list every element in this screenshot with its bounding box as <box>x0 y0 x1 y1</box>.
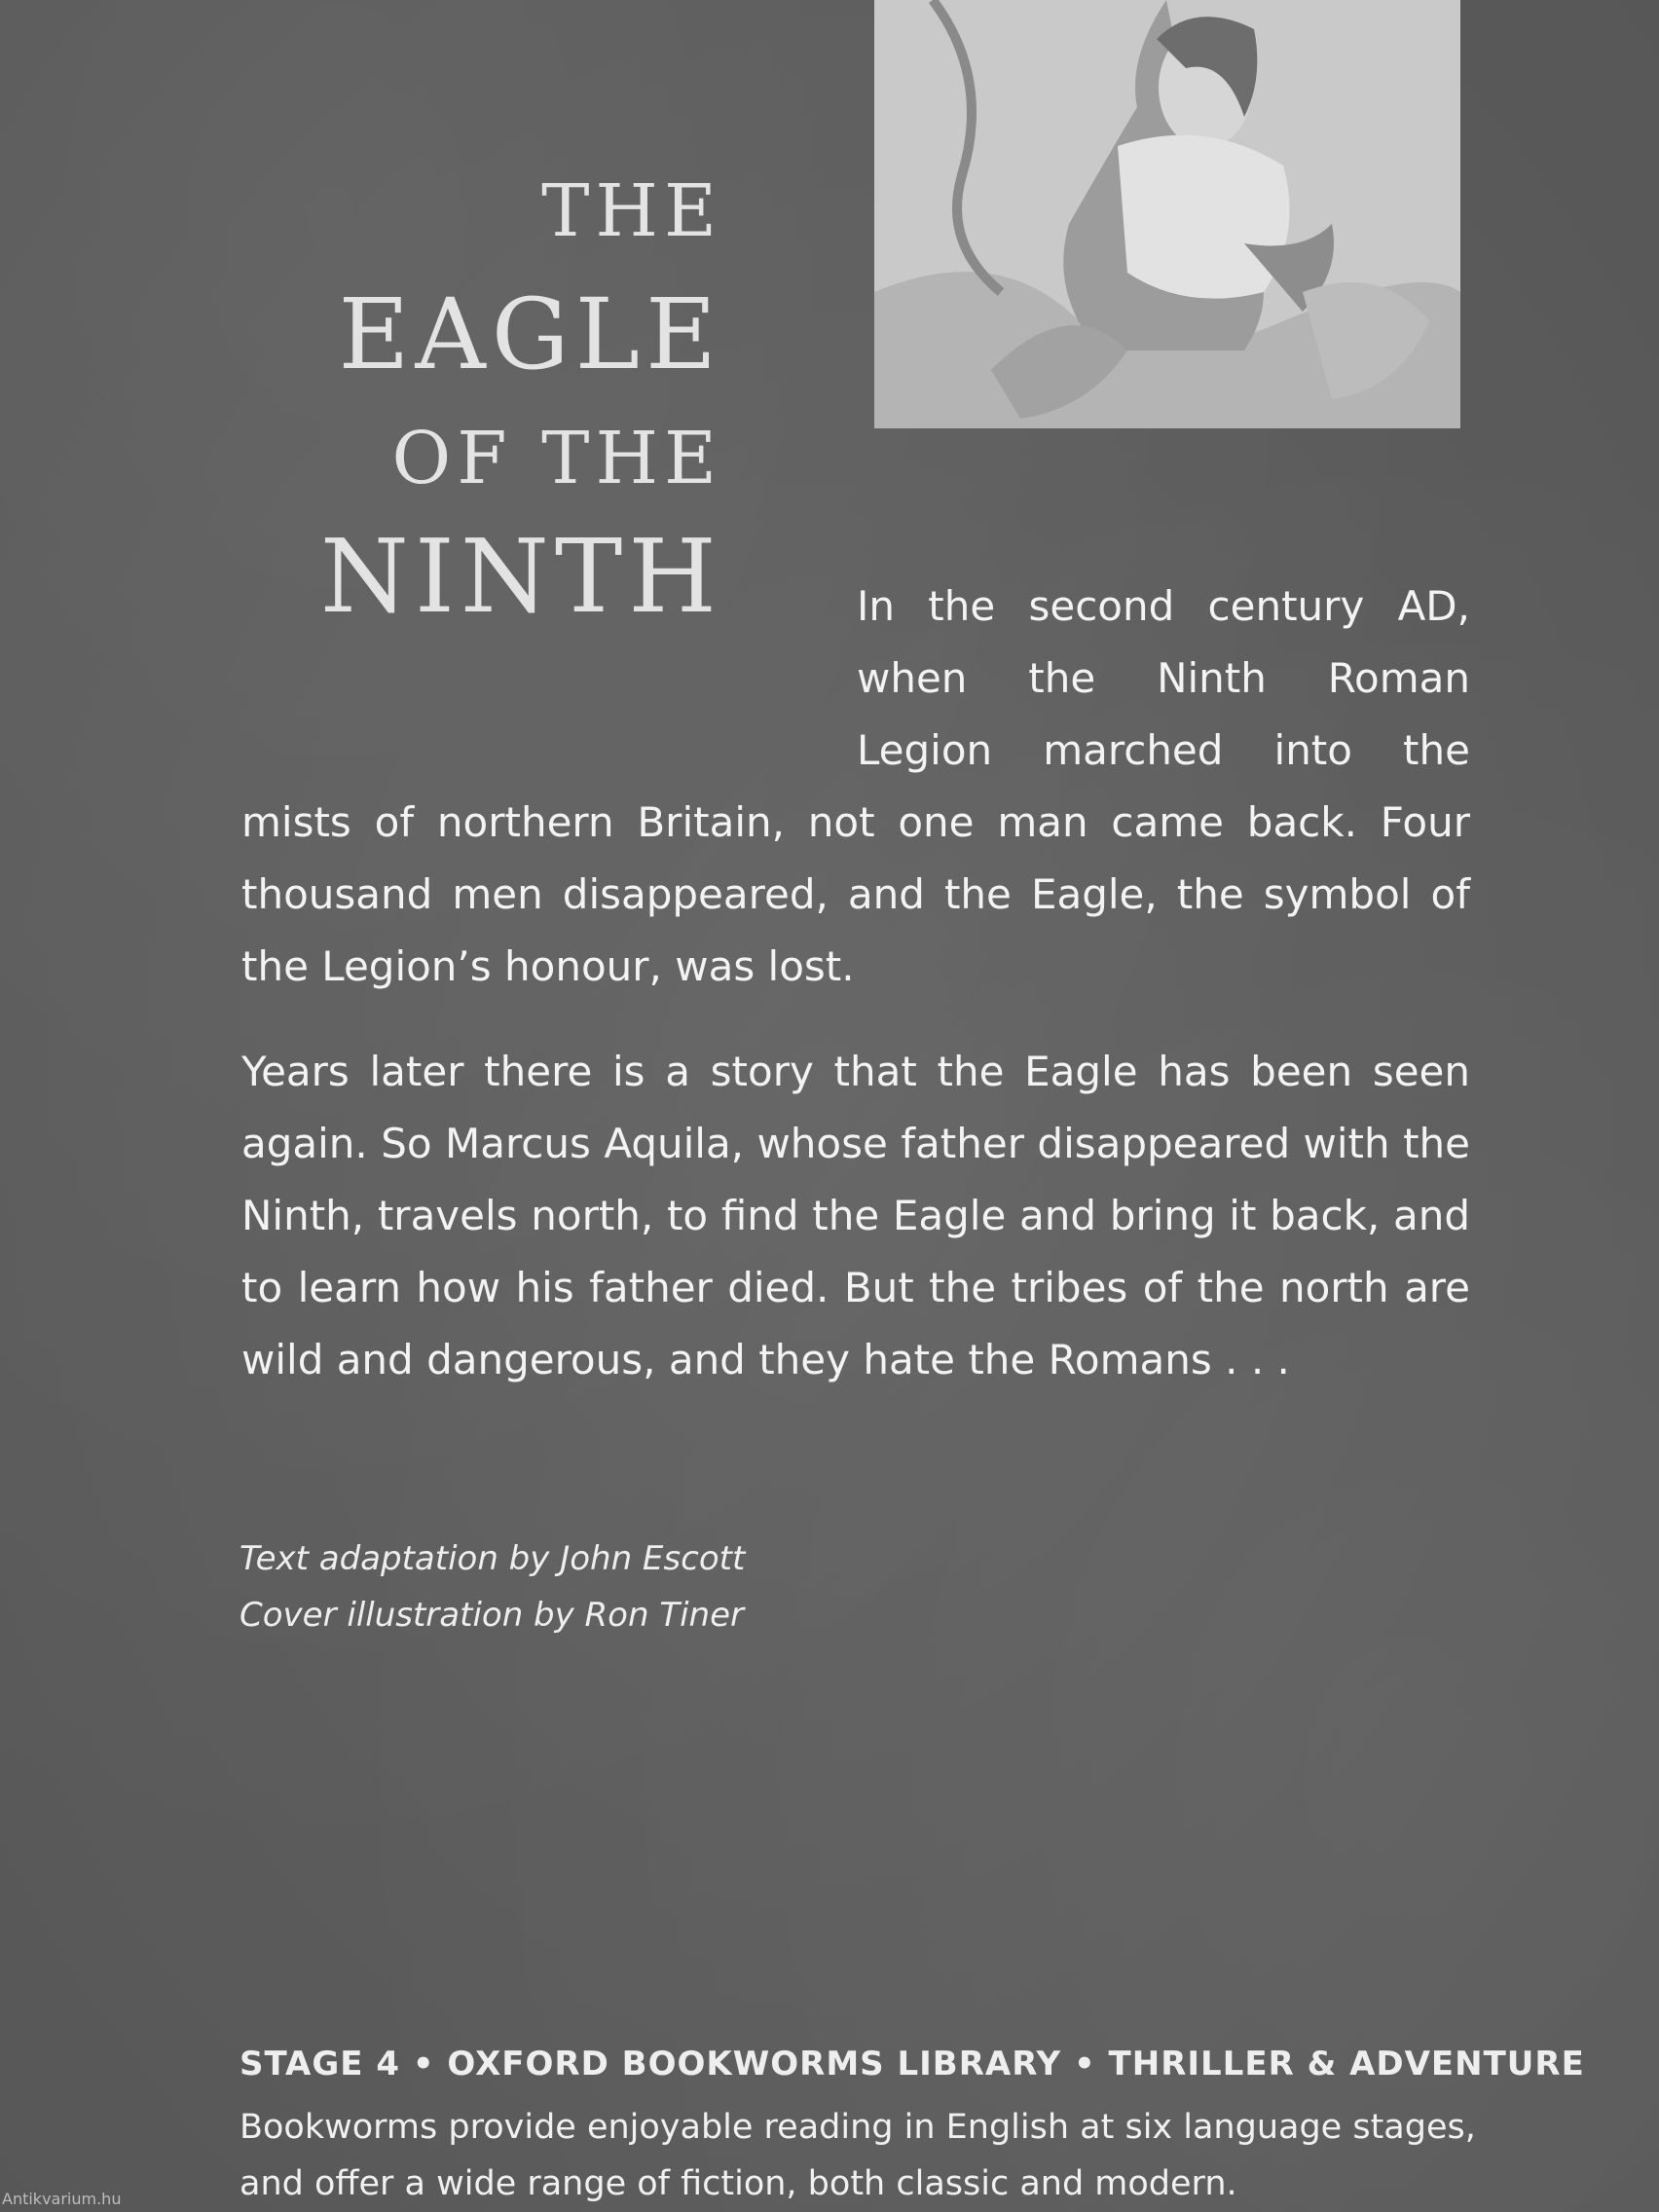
title-line-3: OF THE <box>391 417 722 500</box>
title-line-4: NINTH <box>319 517 722 636</box>
series-description: Bookworms provide enjoyable reading in English at six language stages, and offer a wide range of fiction, both classic and modern. <box>240 2108 1476 2203</box>
credits <box>240 1530 745 1643</box>
book-title <box>319 169 722 636</box>
series-line: STAGE 4 • OXFORD BOOKWORMS LIBRARY • THRILLER & ADVENTURE <box>240 2045 1585 2083</box>
blurb-paragraph-1: In the second century AD, when the Ninth Roman Legion marched into the mists of northern Britain, not one man came back. Four thousand men disappeared, and the Eagle, the symbol of the Legion’s honour, was lost. <box>241 582 1470 990</box>
blurb-paragraph-2: Years later there is a story that the Eagle has been seen again. So Marcus Aquila, whose father disappeared with the Ninth, travels north, to find the Eagle and bring it back, and to learn how his father died. But the tribes of the north are wild and dangerous, and they hate the Romans . . . <box>241 1048 1470 1383</box>
adaptation-credit: Text adaptation by John Escott <box>240 1539 746 1578</box>
title-line-2: EAGLE <box>338 277 722 391</box>
warrior-illustration <box>874 0 1460 428</box>
title-line-1: THE <box>541 169 722 253</box>
illustration-credit: Cover illustration by Ron Tiner <box>240 1596 745 1635</box>
cover-illustration <box>874 0 1460 428</box>
watermark: Antikvarium.hu <box>2 2190 122 2208</box>
